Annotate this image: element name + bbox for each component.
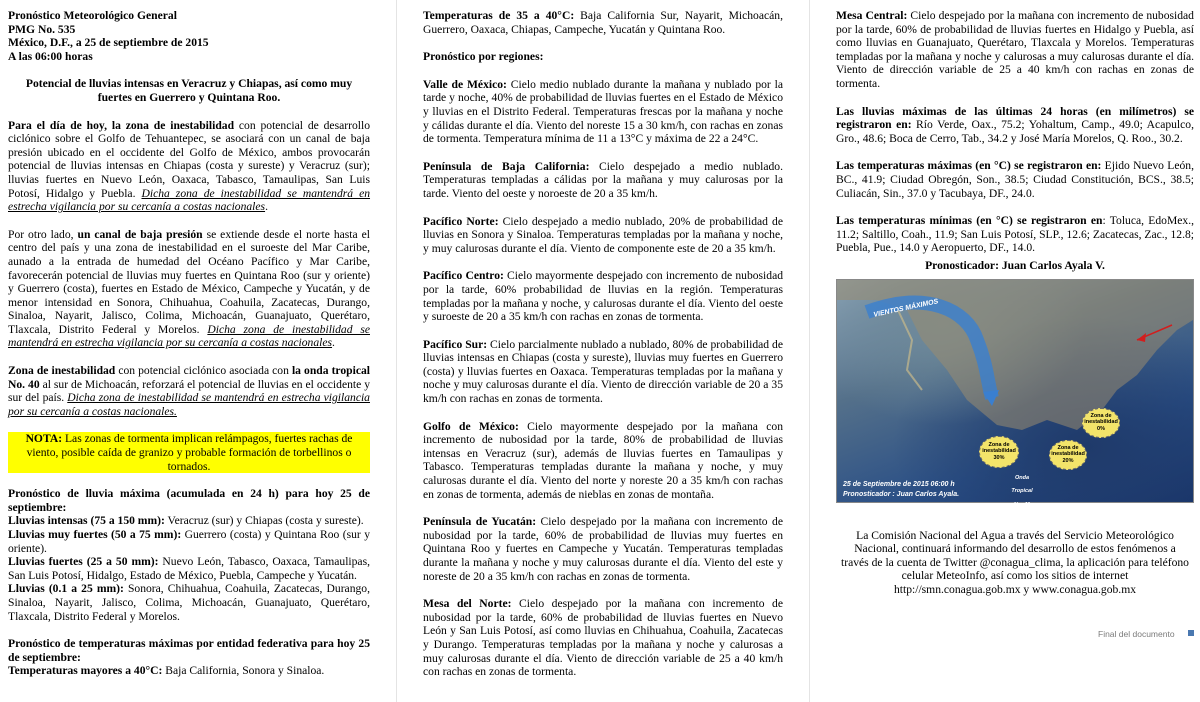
paragraph-tropical-wave (8, 364, 370, 418)
body-text: con potencial de desarrollo ciclónico sobre el Golfo de Tehuantepec, se asociará con un canal de baja presión ubicado en el occidente del Golfo de México, ambos provocarán potencial de lluvias intensas en Chiapas (costa y sureste) y Veracruz (sur); lluvias fuertes en Nuevo León, Oaxaca, Tabasco, Tamaulipas, San Luis Potosí, Hidalgo y Puebla. (8, 118, 370, 200)
region-text: Cielo despejado por la mañana con incremento de nubosidad por la tarde, 60% de probabilidad de lluvias fuertes en Nuevo León y San Luis Potosí, así como lluvias en Chihuahua, Coahuila, Zacatecas y Durango. Temperaturas templadas por la mañana y noche y calurosas a muy calurosas durante el día. Viento de dirección variable de 25 a 40 km/h con rachas en zonas de tormenta. (423, 597, 783, 679)
jet-label: VIENTOS MÁXIMOS (872, 297, 939, 319)
map-forecaster: Pronosticador : Juan Carlos Ayala. (843, 490, 960, 498)
document-header (8, 9, 370, 63)
map-date: 25 de Septiembre de 2015 06:00 h (843, 480, 955, 488)
bold-text: Zona de inestabilidad (8, 364, 116, 378)
region-text: Cielo parcialmente nublado a nublado, 80% de probabilidad de lluvias intensas en Chiapas (costa y sureste), lluvias muy fuertes en Guerrero (costa) y lluvias fuertes en Oaxaca. Temperaturas templadas por la mañana y noche y muy calurosas durante el día. Viento de dirección variable de 20 a 35 km/h con rachas en zonas de tormenta. (423, 337, 783, 406)
rain-states: Guerrero (costa) y Quintana Roo (sur y oriente). (8, 528, 370, 555)
region-pacifico-norte (423, 215, 783, 256)
rain-list (8, 514, 370, 623)
paragraph-inestability (8, 119, 370, 214)
region-name: Pacífico Sur: (423, 337, 488, 351)
paragraph-low-pressure (8, 228, 370, 350)
bold-text: Para el día de hoy, la zona de inestabilidad (8, 118, 235, 132)
body-text: . (265, 200, 268, 214)
column-middle (423, 9, 783, 693)
column-right (836, 9, 1194, 610)
records-label: Las temperaturas mínimas (en °C) se registraron en (836, 214, 1103, 228)
header-time: A las 06:00 horas (8, 49, 93, 63)
header-pmg: PMG No. 535 (8, 22, 76, 36)
note-box (8, 432, 370, 473)
rain-item (8, 555, 370, 582)
body-text: se extiende desde el norte hasta el centro del país y una zona de inestabilidad en el suroeste del Mar Caribe, aunado a la entrada de humedad del Océano Pacífico y Mar Caribe, favorecerán potencial de lluvias muy fuertes en Quintana Roo (sur y oriente) y Guerrero (costa), fuertes en Estado de México, Campeche y Yucatán, y de menor intensidad en Sonora, Chihuahua, Coahuila, Zacatecas, Durango, Sinaloa, Nayarit, Jalisco, Colima, Michoacán, Guanajuato, Querétaro, Tlaxcala, Distrito Federal y Morelos. (8, 227, 370, 336)
warning-text: Dicha zona de inestabilidad se mantendrá en estrecha vigilancia por su cercanía a costas nacionales. (8, 391, 370, 418)
rain-states: Veracruz (sur) y Chiapas (costa y sureste). (164, 514, 364, 528)
temps-label: Temperaturas mayores a 40°C: (8, 664, 163, 678)
region-valle-de-mexico (423, 78, 783, 146)
rain-label: Lluvias muy fuertes (50 a 75 mm): (8, 528, 182, 541)
region-name: Valle de México: (423, 77, 507, 91)
region-text: Cielo despejado a medio nublado. Temperaturas templadas a cálidas por la mañana y muy calurosas por la tarde. Viento del oeste y noroeste de 20 a 35 km/h. (423, 159, 784, 200)
max-temp-records (836, 159, 1194, 200)
bold-text: un canal de baja presión (77, 227, 203, 241)
forecaster: Pronosticador: Juan Carlos Ayala V. (925, 258, 1105, 272)
instability-zone: Zona de inestabilidad 30% (979, 436, 1019, 468)
records-text: Río Verde, Oax., 75.2; Yohaltum, Camp., 49.0; Acapulco, Gro., 48.6; Boca de Cerro, Tab., 34.2 y José María Morelos, Q. Roo., 30.2. (836, 118, 1194, 145)
body-text: al sur de Michoacán, reforzará el potencial de lluvias en el occidente y sur del país. (8, 377, 371, 405)
records-label: Las temperaturas máximas (en °C) se registraron en: (836, 159, 1102, 173)
rain-item (8, 514, 370, 528)
region-text: Cielo medio nublado durante la mañana y nublado por la tarde y noche, 40% de probabilidad de lluvias fuertes en el Estado de México y lluvias en el Distrito Federal. Temperaturas frescas por la mañana y noche y cálidas durante el día. Viento del noreste 15 a 30 km/h, con rachas en zonas de tormenta. Temperatura mínima de 11 a 13°C y máxima de 22 a 24°C. (423, 77, 783, 146)
region-name: Pacífico Norte: (423, 214, 499, 228)
note-text: Las zonas de tormenta implican relámpagos, fuertes rachas de viento, posible caída de granizo y probable formación de torbellinos o tornados. (26, 432, 353, 473)
body-text: Por otro lado, (8, 227, 78, 241)
region-name: Pacífico Centro: (423, 269, 504, 283)
region-name: Mesa del Norte: (423, 597, 512, 611)
region-baja-california (423, 160, 783, 201)
column-divider (396, 0, 397, 702)
rain-item (8, 528, 370, 555)
end-of-document: Final del documento (1098, 629, 1175, 639)
region-mesa-del-norte (423, 597, 783, 679)
region-text: Cielo mayormente despejado con incremento de nubosidad por la tarde, 60% probabilidad de lluvias en la región. Temperaturas templadas por la mañana y noche, y calurosas durante el día. Viento del oeste y suroeste de 20 a 35 km/h con rachas en zonas de tormenta. (423, 269, 784, 324)
region-mesa-central (836, 9, 1194, 91)
square-icon (1188, 630, 1194, 636)
headline: Potencial de lluvias intensas en Veracruz y Chiapas, así como muy fuertes en Guerrero y Quintana Roo. (25, 77, 353, 104)
region-text: Cielo despejado por la mañana con incremento de nubosidad por la tarde, 60% de probabilidad de lluvias muy fuertes en Quintana Roo y fuertes en Campeche y Yucatán. Temperaturas templadas durante la mañana y noche y muy calurosas durante el día. Viento del este y noreste de 20 a 35 km/h con rachas en zonas de tormenta. (423, 515, 783, 583)
rain-label: Lluvias fuertes (25 a 50 mm): (8, 555, 159, 569)
column-divider (809, 0, 810, 702)
temps-gt40 (8, 664, 370, 678)
region-text: Cielo despejado a medio nublado, 20% de probabilidad de lluvias en Sonora y Sinaloa. Temperaturas templadas por la mañana y noche, y muy calurosas durante el día. Viento de componente este de 20 a 35 km/h. (423, 214, 784, 255)
region-name: Península de Baja California: (423, 159, 590, 173)
min-temp-records (836, 214, 1194, 255)
temps-label: Temperaturas de 35 a 40°C: (423, 9, 575, 22)
region-text: Cielo mayormente despejado por la mañana con incremento de nubosidad por la tarde, 80% de probabilidad de lluvias intensas en Veracruz (sur), además de lluvias fuertes en Tamaulipas y Tabasco. Temperaturas templadas durante la mañana y noche, y muy calurosas durante el día. Viento del norte y noreste 20 a 35 km/h con rachas en zonas de tormenta, además de nieblas en zonas de montaña. (423, 419, 783, 501)
region-name: Península de Yucatán: (423, 515, 537, 529)
warning-text: Dicha zona de inestabilidad se mantendrá en estrecha vigilancia por su cercanía a costas nacionales (8, 186, 371, 214)
records-text: Ejido Nuevo León, BC., 41.9; Ciudad Obregón, Son., 38.5; Ciudad Constitución, BCS., 38.5; Culiacán, Sin., 37.0 y Tacubaya, DF., 24.0. (836, 159, 1194, 200)
region-name: Golfo de México: (423, 419, 519, 433)
header-title: Pronóstico Meteorológico General (8, 9, 177, 22)
region-golfo-de-mexico (423, 420, 783, 502)
closing-text: La Comisión Nacional del Agua a través del Servicio Meteorológico Nacional, continuará informando del desarrollo de estos fenómenos a través de la cuenta de Twitter @conagua_clima, la aplicación para teléfono celular MeteoInfo, así como los sitios de internet http://smn.conagua.gob.mx y www.conagua.gob.mx (841, 528, 1189, 596)
body-text: con potencial ciclónico asociada con (115, 364, 292, 378)
header-date: México, D.F., a 25 de septiembre de 2015 (8, 36, 209, 50)
warning-text: Dicha zona de inestabilidad se mantendrá en estrecha vigilancia por su cercanía a costas nacionales (8, 322, 370, 350)
wave-label: Onda Tropical No. 40 (1011, 474, 1033, 508)
max-rain-records (836, 105, 1194, 146)
bold-text: la onda tropical No. 40 (8, 364, 370, 391)
temps-35-40 (423, 9, 783, 36)
column-left (8, 9, 370, 678)
region-peninsula-yucatan (423, 515, 783, 583)
region-pacifico-centro (423, 269, 783, 323)
rain-states: Sonora, Chihuahua, Coahuila, Zacatecas, Durango, Sinaloa, Nayarit, Jalisco, Colima, Michoacán, Guanajuato, Querétaro, Tlaxcala, Distrito Federal y Morelos. (8, 582, 370, 623)
temps-heading: Pronóstico de temperaturas máximas por entidad federativa para hoy 25 de septiembre: (8, 637, 370, 664)
records-text: : Toluca, EdoMex., 11.2; Saltillo, Coah., 11.9; San Luis Potosí, SLP., 12.6; Zacatecas, Zac., 12.8; Puebla, Pue., 14.0 y Aeropuerto, DF., 14.0. (836, 214, 1195, 255)
rain-item (8, 582, 370, 623)
rain-label: Lluvias intensas (75 a 150 mm): (8, 514, 165, 528)
region-pacifico-sur (423, 338, 783, 406)
temps-states: Baja California Sur, Nayarit, Michoacán, Guerrero, Oaxaca, Chiapas, Campeche, Yucatán y Quintana Roo. (423, 9, 783, 36)
rain-states: Nuevo León, Tabasco, Oaxaca, Tamaulipas, San Luis Potosí, Hidalgo, Estado de México, Puebla, Campeche y Yucatán. (8, 555, 370, 582)
instability-zone: Zona de inestabilidad 20% (1049, 440, 1087, 470)
body-text: . (332, 336, 335, 350)
rain-label: Lluvias (0.1 a 25 mm): (8, 582, 124, 596)
regions-heading: Pronóstico por regiones: (423, 50, 544, 64)
region-name: Mesa Central: (836, 9, 908, 22)
instability-zone: Zona de inestabilidad 0% (1082, 408, 1120, 438)
satellite-map (836, 279, 1194, 508)
records-label: Las lluvias máximas de las últimas 24 horas (en milímetros) se registraron en: (836, 104, 1194, 132)
note-label: NOTA: (25, 432, 63, 446)
rain-heading: Pronóstico de lluvia máxima (acumulada en 24 h) para hoy 25 de septiembre: (8, 487, 370, 514)
temps-states: Baja California, Sonora y Sinaloa. (162, 664, 325, 678)
region-text: Cielo despejado por la mañana con incremento de nubosidad por la tarde, 60% de probabilidad de lluvias fuertes en Hidalgo y Puebla, así como lluvias en Guanajuato, Querétaro, Tlaxcala y Morelos. Temperaturas templadas por la mañana y noche y calurosas a muy calurosas durante el día. Viento de dirección variable de 25 a 40 km/h con rachas en zonas de tormenta. (836, 9, 1194, 90)
